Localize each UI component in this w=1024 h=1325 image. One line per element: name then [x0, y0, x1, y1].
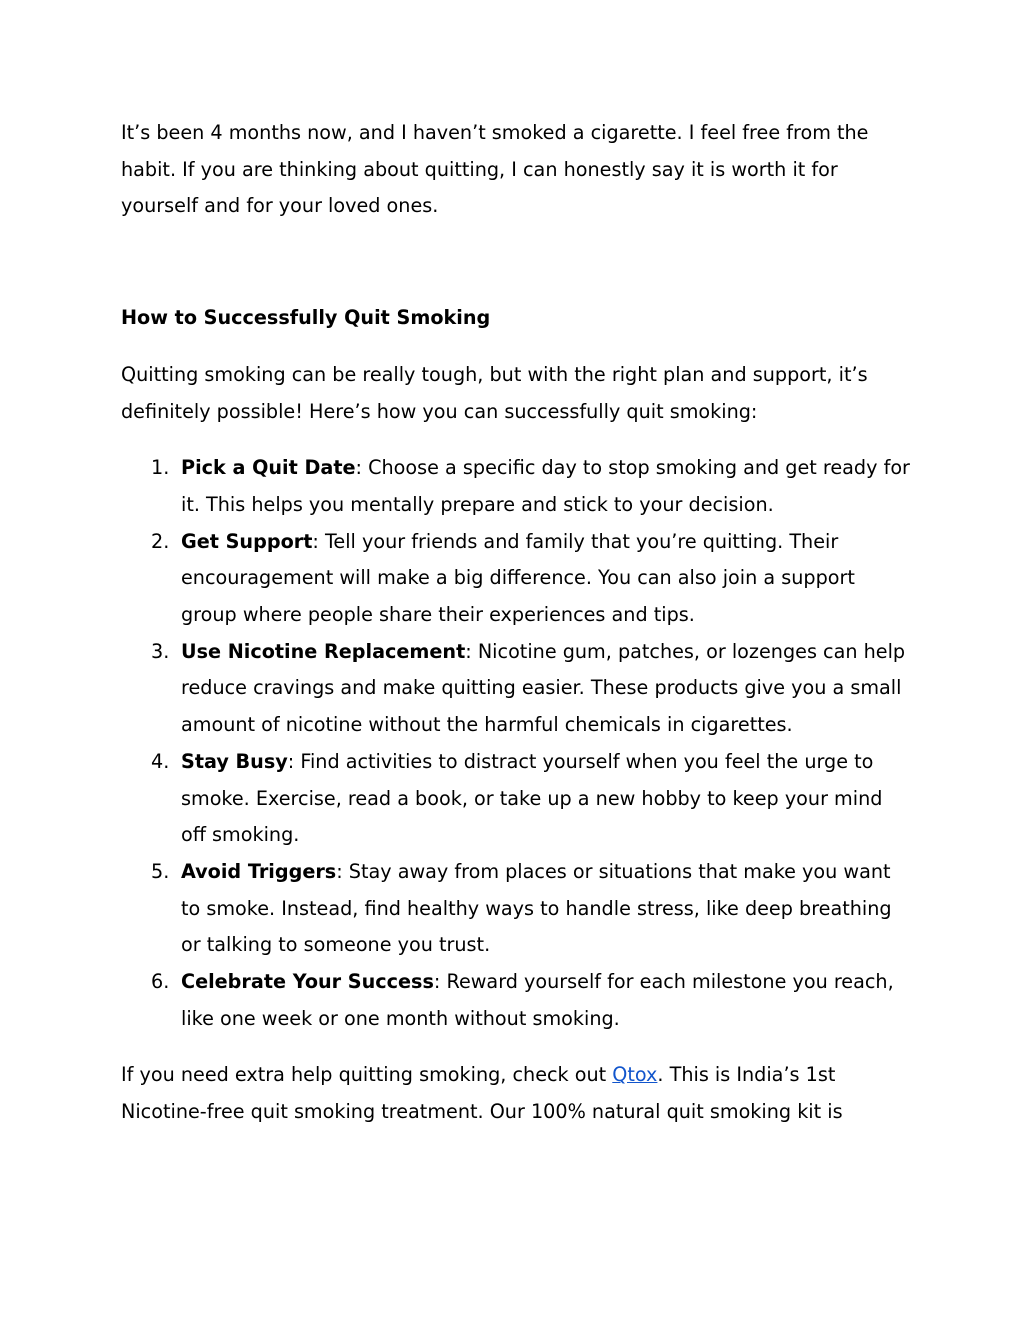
closing-text-before: If you need extra help quitting smoking, check out: [121, 1063, 613, 1087]
list-item: [121, 964, 911, 1037]
list-number: 3.: [151, 639, 170, 663]
list-item: [121, 854, 911, 964]
step-term: Use Nicotine Replacement: [181, 639, 466, 663]
list-number: 6.: [151, 970, 170, 994]
closing-paragraph: [121, 1057, 911, 1130]
list-number: 1.: [151, 456, 170, 480]
step-text: : Find activities to distract yourself when you feel the urge to smoke. Exercise, read a book, or take up a new hobby to keep your mind off smoking.: [181, 749, 883, 847]
list-item: [121, 524, 911, 634]
step-text: : Tell your friends and family that you’re quitting. Their encouragement will make a big difference. You can also join a support group where people share their experiences and tips.: [181, 529, 855, 627]
step-text: : Nicotine gum, patches, or lozenges can help reduce cravings and make quitting easier. These products give you a small amount of nicotine without the harmful chemicals in cigarettes.: [181, 639, 906, 737]
document-page: [121, 115, 911, 1131]
step-term: Avoid Triggers: [181, 859, 337, 883]
step-text: : Stay away from places or situations that make you want to smoke. Instead, find healthy ways to handle stress, like deep breathing or talking to someone you trust.: [181, 859, 892, 957]
closing-text-after: . This is India’s 1st Nicotine-free quit smoking treatment. Our 100% natural quit smoking kit is: [121, 1063, 843, 1124]
step-text: : Choose a specific day to stop smoking and get ready for it. This helps you mentally prepare and stick to your decision.: [181, 456, 910, 516]
steps-list: [121, 450, 911, 1037]
step-term: Stay Busy: [181, 749, 288, 773]
section-heading: How to Successfully Quit Smoking: [121, 306, 491, 330]
list-number: 5.: [151, 859, 170, 883]
lead-paragraph: Quitting smoking can be really tough, but with the right plan and support, it’s definitely possible! Here’s how you can successfully quit smoking:: [121, 362, 868, 423]
list-item: [121, 450, 911, 523]
step-term: Celebrate Your Success: [181, 970, 434, 994]
step-term: Get Support: [181, 529, 313, 553]
list-item: [121, 634, 911, 744]
qtox-link[interactable]: Qtox: [612, 1063, 658, 1087]
list-number: 4.: [151, 749, 170, 773]
step-text: : Reward yourself for each milestone you reach, like one week or one month without smoking.: [181, 970, 894, 1030]
intro-paragraph: It’s been 4 months now, and I haven’t smoked a cigarette. I feel free from the habit. If you are thinking about quitting, I can honestly say it is worth it for yourself and for your loved ones.: [121, 121, 869, 218]
list-item: [121, 744, 911, 854]
list-number: 2.: [151, 529, 170, 553]
step-term: Pick a Quit Date: [181, 456, 356, 480]
